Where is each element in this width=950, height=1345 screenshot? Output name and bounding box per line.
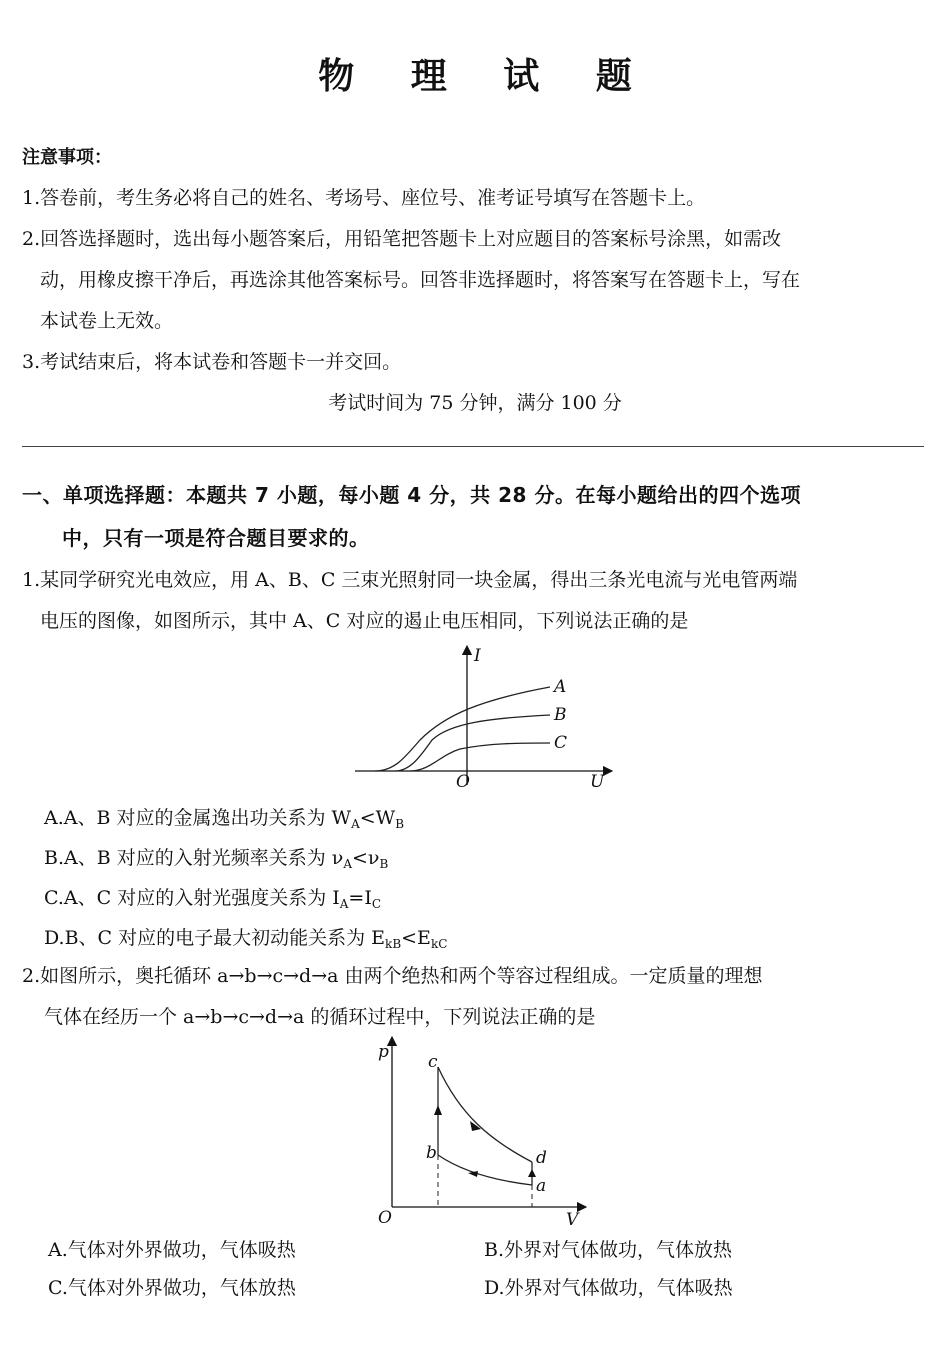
q2-process-ba — [438, 1155, 532, 1185]
exam-info: 考试时间为 75 分钟，满分 100 分 — [328, 392, 622, 414]
q1-label-A: A — [554, 677, 567, 697]
q1-curve-A — [375, 687, 550, 771]
q2-label-c: c — [428, 1052, 438, 1072]
divider — [22, 446, 924, 447]
q2-label-V: V — [566, 1210, 579, 1230]
q1-option-a: A.A、B 对应的金属逸出功关系为 $W_A<W_B$ — [44, 807, 405, 831]
q2-label-d: d — [536, 1148, 547, 1168]
q1-label-C: C — [554, 733, 568, 753]
q2-label-b: b — [426, 1143, 437, 1163]
q2-option-c: C.气体对外界做功，气体放热 — [48, 1277, 296, 1299]
notice-item-2-cont: 动，用橡皮擦干净后，再选涂其他答案标号。回答非选择题时，将答案写在答题卡上，写在 — [40, 269, 801, 291]
q2-option-d: D.外界对气体做功，气体吸热 — [484, 1277, 733, 1299]
q1-stem: 1.某同学研究光电效应，用 A、B、C 三束光照射同一块金属，得出三条光电流与光电管两端 — [22, 569, 798, 591]
q2-option-b: B.外界对气体做功，气体放热 — [484, 1239, 733, 1261]
q2-stem-cont: 气体在经历一个 a→b→c→d→a 的循环过程中，下列说法正确的是 — [44, 1006, 596, 1028]
q1-option-c: C.A、C 对应的入射光强度关系为 $I_A=I_C$ — [44, 887, 382, 911]
q1-figure — [350, 645, 620, 795]
q2-process-cd — [438, 1067, 532, 1162]
section1-heading: 一、单项选择题：本题共 7 小题，每小题 4 分，共 28 分。在每小题给出的四个选项 — [22, 483, 801, 507]
q2-label-a: a — [536, 1176, 547, 1196]
page-title: 物 理 试 题 — [318, 56, 654, 97]
q2-label-p: p — [378, 1042, 389, 1062]
q1-option-b: B.A、B 对应的入射光频率关系为 $\nu_A<\nu_B$ — [44, 847, 389, 871]
q1-label-B: B — [554, 705, 567, 725]
q1-label-U: U — [590, 772, 605, 792]
q2-figure — [370, 1035, 600, 1230]
notice-heading: 注意事项： — [22, 147, 112, 168]
q2-arrow-bc — [434, 1105, 442, 1115]
q2-stem: 2.如图所示，奥托循环 a→b→c→d→a 由两个绝热和两个等容过程组成。一定质量的理想 — [22, 965, 763, 987]
q2-arrow-da — [528, 1169, 536, 1177]
notice-item-2-end: 本试卷上无效。 — [40, 310, 174, 332]
q1-label-O: O — [456, 772, 470, 792]
q1-curve-C — [410, 743, 550, 771]
q1-option-d: D.B、C 对应的电子最大初动能关系为 $E_{kB}<E_{kC}$ — [44, 927, 448, 951]
notice-item-2: 2.回答选择题时，选出每小题答案后，用铅笔把答题卡上对应题目的答案标号涂黑，如需改 — [22, 228, 782, 250]
notice-item-3: 3.考试结束后，将本试卷和答题卡一并交回。 — [22, 351, 402, 373]
q1-label-I: I — [474, 646, 481, 666]
notice-item-1: 1.答卷前，考生务必将自己的姓名、考场号、座位号、准考证号填写在答题卡上。 — [22, 187, 706, 209]
q1-stem-cont: 电压的图像，如图所示，其中 A、C 对应的遏止电压相同，下列说法正确的是 — [40, 610, 689, 632]
q2-option-a: A.气体对外界做功，气体吸热 — [48, 1239, 296, 1261]
section1-heading-cont: 中，只有一项是符合题目要求的。 — [62, 526, 370, 550]
q2-label-O: O — [378, 1208, 392, 1228]
